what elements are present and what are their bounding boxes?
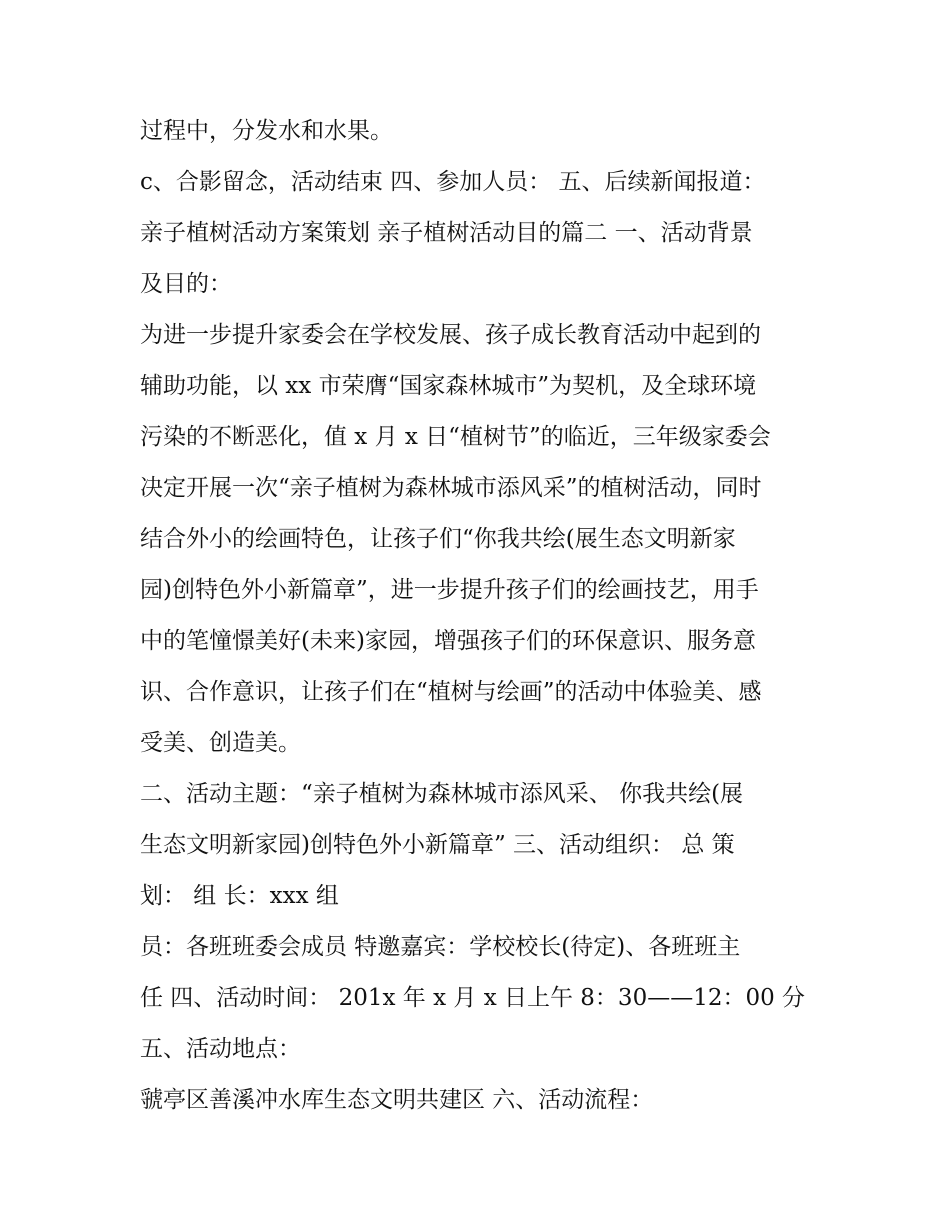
text-line: 结合外小的绘画特色，让孩子们“你我共绘(展生态文明新家 (140, 526, 736, 552)
text-line: 过程中，分发水和水果。 (140, 118, 393, 144)
text-line: 园)创特色外小新篇章”，进一步提升孩子们的绘画技艺，用手 (140, 577, 759, 603)
text-line: 划： 组 长：xxx 组 (140, 883, 339, 909)
text-line: 五、活动地点： (140, 1036, 301, 1062)
document-body (140, 106, 820, 1126)
text-line: 污染的不断恶化，值 x 月 x 日“植树节”的临近，三年级家委会 (140, 424, 771, 450)
text-line: 亲子植树活动方案策划 亲子植树活动目的篇二 一、活动背景 (140, 220, 753, 246)
text-line: 员：各班班委会成员 特邀嘉宾：学校校长(待定)、各班班主 (140, 934, 741, 960)
text-line: 任 四、活动时间： 201x 年 x 月 x 日上午 8：30——12：00 分 (140, 985, 806, 1011)
text-line: 识、合作意识，让孩子们在“植树与绘画”的活动中体验美、感 (140, 679, 762, 705)
text-line: 中的笔憧憬美好(未来)家园，增强孩子们的环保意识、服务意 (140, 628, 756, 654)
text-line: 及目的： (140, 271, 232, 297)
text-line: 生态文明新家园)创特色外小新篇章” 三、活动组织： 总 策 (140, 832, 735, 858)
text-line: 决定开展一次“亲子植树为森林城市添风采”的植树活动，同时 (140, 475, 762, 501)
text-line: 受美、创造美。 (140, 730, 301, 756)
text-line: c、合影留念，活动结束 四、参加人员： 五、后续新闻报道： (140, 169, 766, 195)
text-line: 虢亭区善溪冲水库生态文明共建区 六、活动流程： (140, 1087, 654, 1113)
text-line: 为进一步提升家委会在学校发展、孩子成长教育活动中起到的 (140, 322, 761, 348)
text-line: 二、活动主题：“亲子植树为森林城市添风采、 你我共绘(展 (140, 781, 744, 807)
text-line: 辅助功能，以 xx 市荣膺“国家森林城市”为契机，及全球环境 (140, 373, 757, 399)
